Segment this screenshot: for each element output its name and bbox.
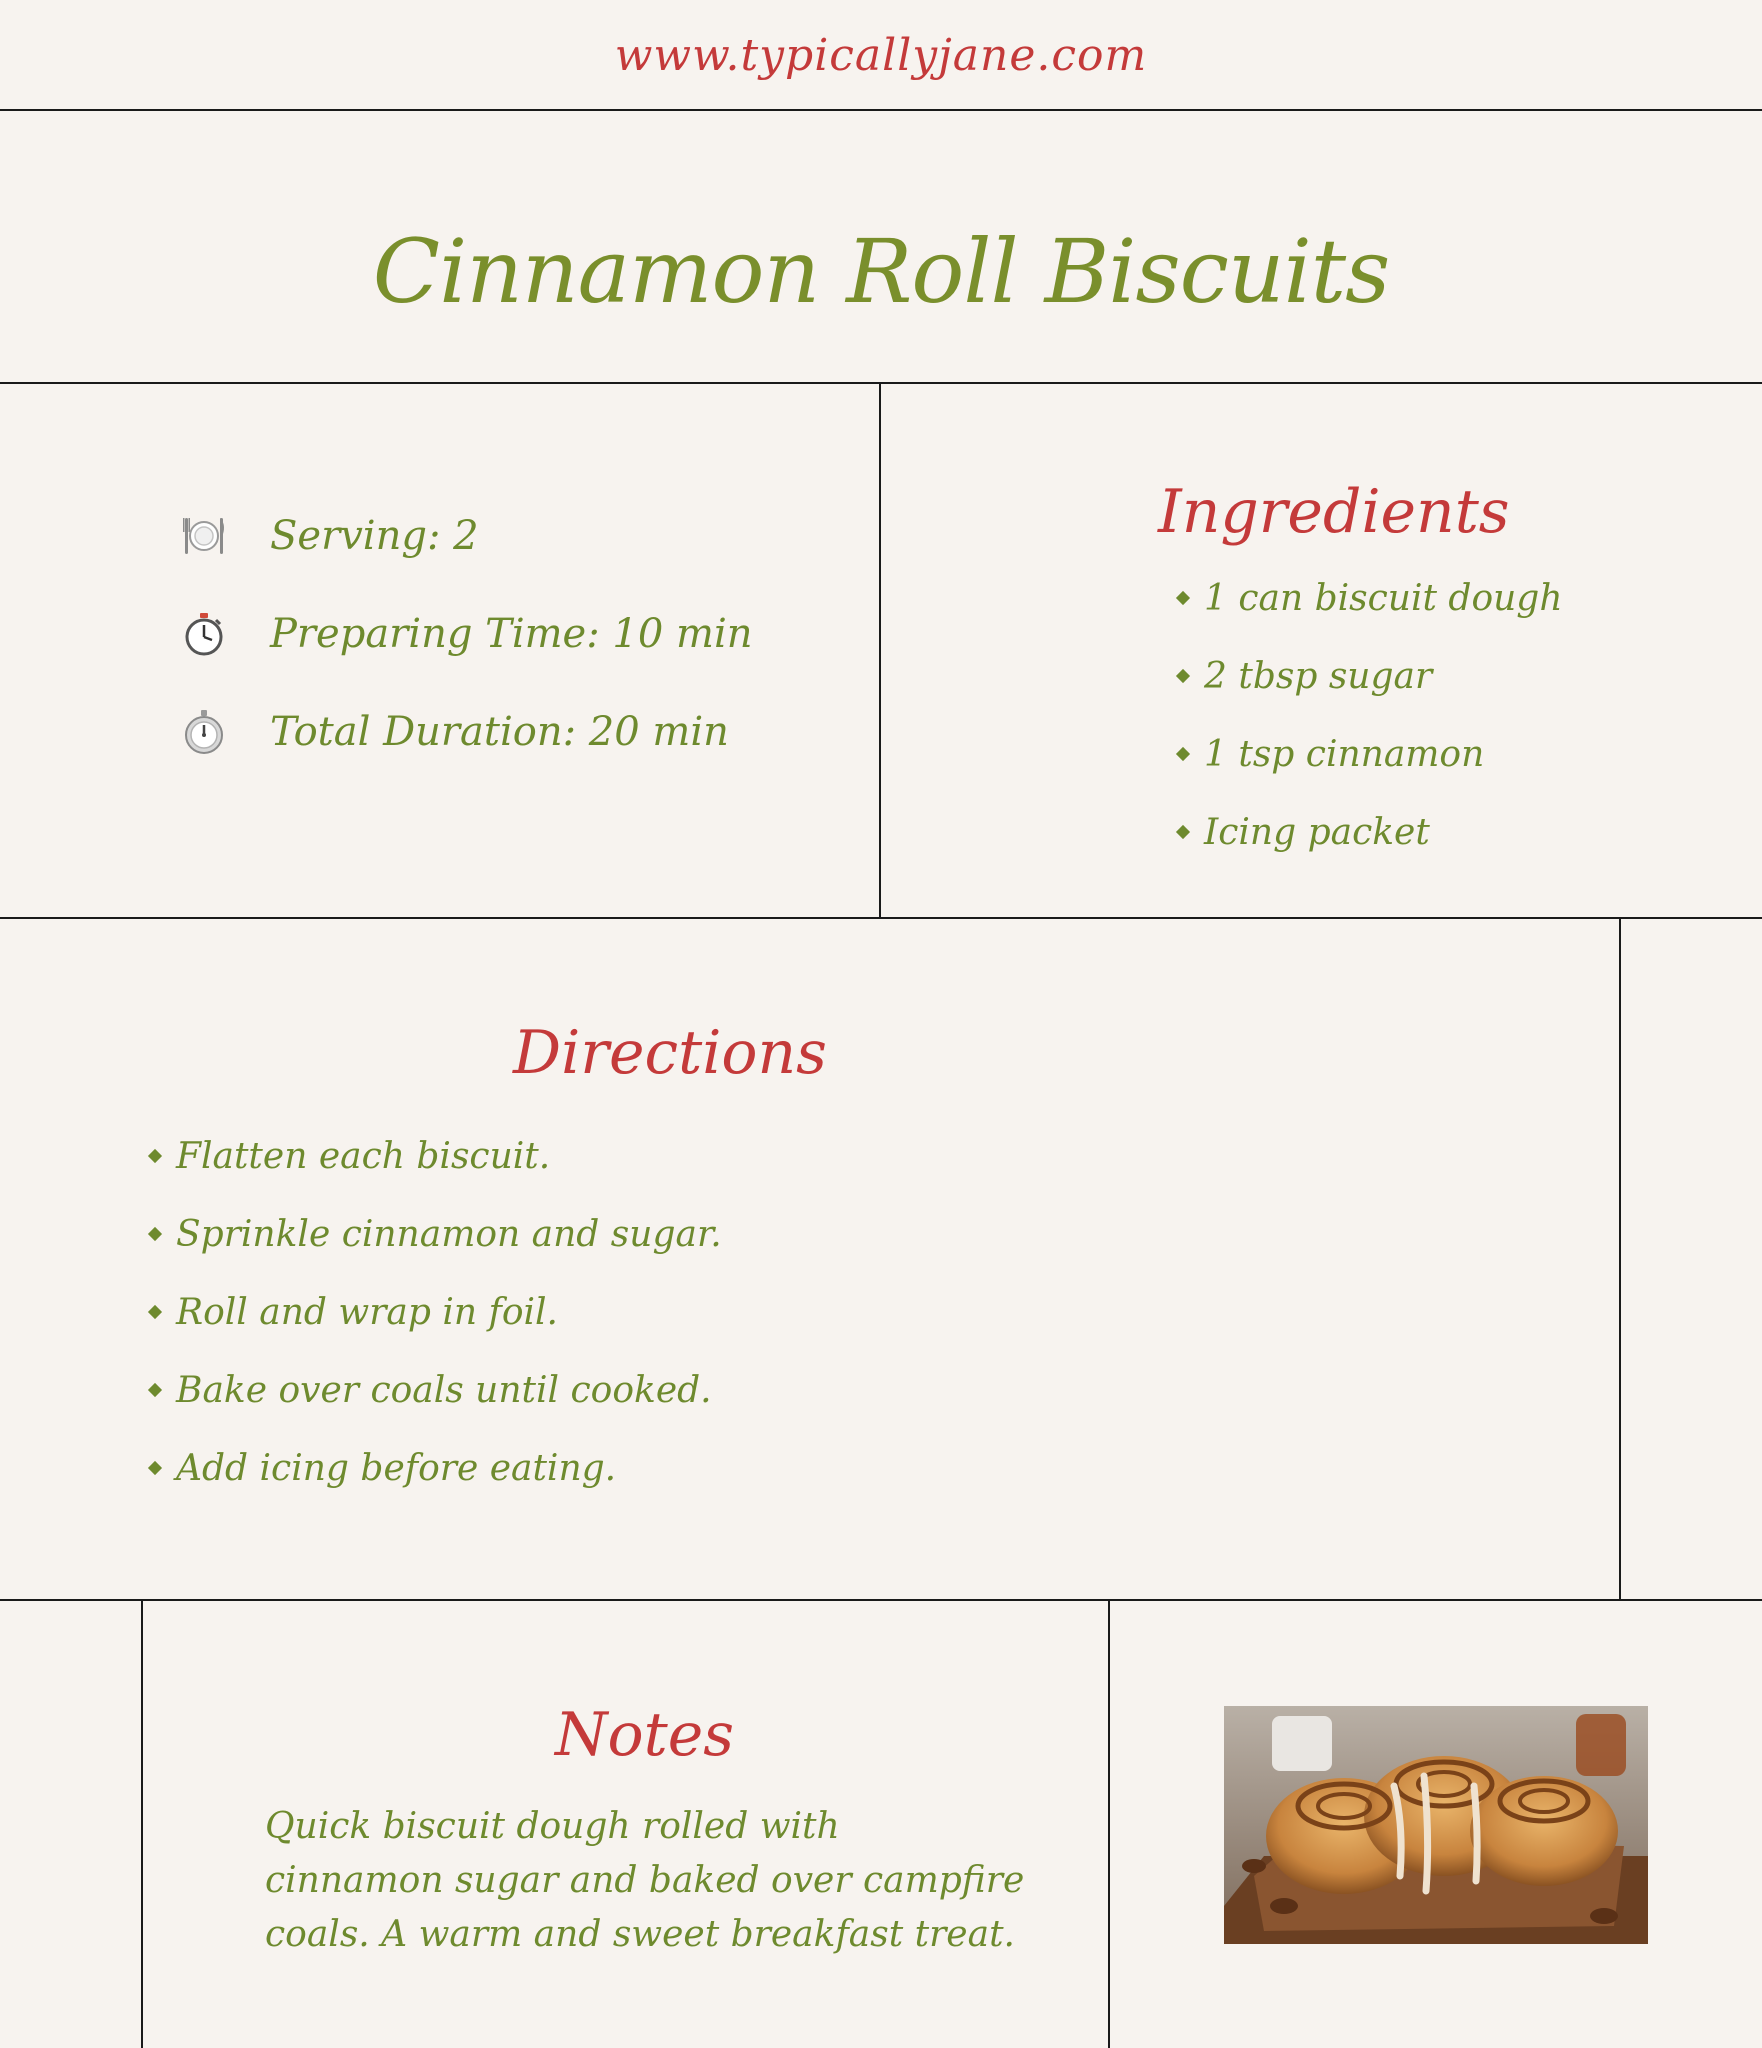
plate-cutlery-icon bbox=[180, 512, 228, 560]
ingredient-item: 2 tbsp sugar bbox=[1178, 637, 1563, 715]
info-total-duration bbox=[180, 708, 729, 756]
ingredients-list bbox=[1178, 559, 1563, 871]
info-divider bbox=[879, 382, 881, 918]
info-preparing-time bbox=[180, 610, 753, 658]
notes-heading: Notes bbox=[555, 1700, 735, 1770]
direction-step: Roll and wrap in foil. bbox=[150, 1273, 722, 1351]
direction-step: Sprinkle cinnamon and sugar. bbox=[150, 1195, 722, 1273]
notes-text: Quick biscuit dough rolled with cinnamon sugar and baked over campfire coals. A warm and sweet breakfast treat. bbox=[265, 1806, 1025, 1955]
bullet-diamond-icon bbox=[1176, 591, 1190, 605]
bullet-diamond-icon bbox=[148, 1305, 162, 1319]
info-total-duration-text: Total Duration: 20 min bbox=[270, 709, 729, 755]
bullet-diamond-icon bbox=[148, 1461, 162, 1475]
stopwatch-icon bbox=[180, 610, 228, 658]
bullet-diamond-icon bbox=[1176, 747, 1190, 761]
header-rule bbox=[0, 109, 1762, 111]
directions-heading: Directions bbox=[513, 1018, 827, 1088]
direction-step: Add icing before eating. bbox=[150, 1429, 722, 1507]
recipe-title: Cinnamon Roll Biscuits bbox=[372, 220, 1390, 323]
direction-step: Flatten each biscuit. bbox=[150, 1117, 722, 1195]
ingredients-heading: Ingredients bbox=[1158, 477, 1510, 547]
info-serving-text: Serving: 2 bbox=[270, 513, 479, 559]
ingredient-item: Icing packet bbox=[1178, 793, 1563, 871]
bullet-diamond-icon bbox=[148, 1149, 162, 1163]
notes-right-divider bbox=[1108, 1599, 1110, 2048]
directions-rule bbox=[0, 1599, 1762, 1601]
bullet-diamond-icon bbox=[1176, 669, 1190, 683]
directions-list bbox=[150, 1117, 722, 1507]
ingredient-item: 1 can biscuit dough bbox=[1178, 559, 1563, 637]
website-url[interactable]: www.typicallyjane.com bbox=[614, 30, 1148, 81]
directions-divider bbox=[1619, 917, 1621, 1600]
bullet-diamond-icon bbox=[148, 1227, 162, 1241]
ingredient-item: 1 tsp cinnamon bbox=[1178, 715, 1563, 793]
bullet-diamond-icon bbox=[1176, 825, 1190, 839]
direction-step: Bake over coals until cooked. bbox=[150, 1351, 722, 1429]
info-serving bbox=[180, 512, 479, 560]
notes-left-divider bbox=[141, 1599, 143, 2048]
bullet-diamond-icon bbox=[148, 1383, 162, 1397]
timer-clock-icon bbox=[180, 708, 228, 756]
title-rule bbox=[0, 382, 1762, 384]
info-preparing-time-text: Preparing Time: 10 min bbox=[270, 611, 753, 657]
cinnamon-rolls-photo bbox=[1224, 1706, 1648, 1944]
info-rule bbox=[0, 917, 1762, 919]
